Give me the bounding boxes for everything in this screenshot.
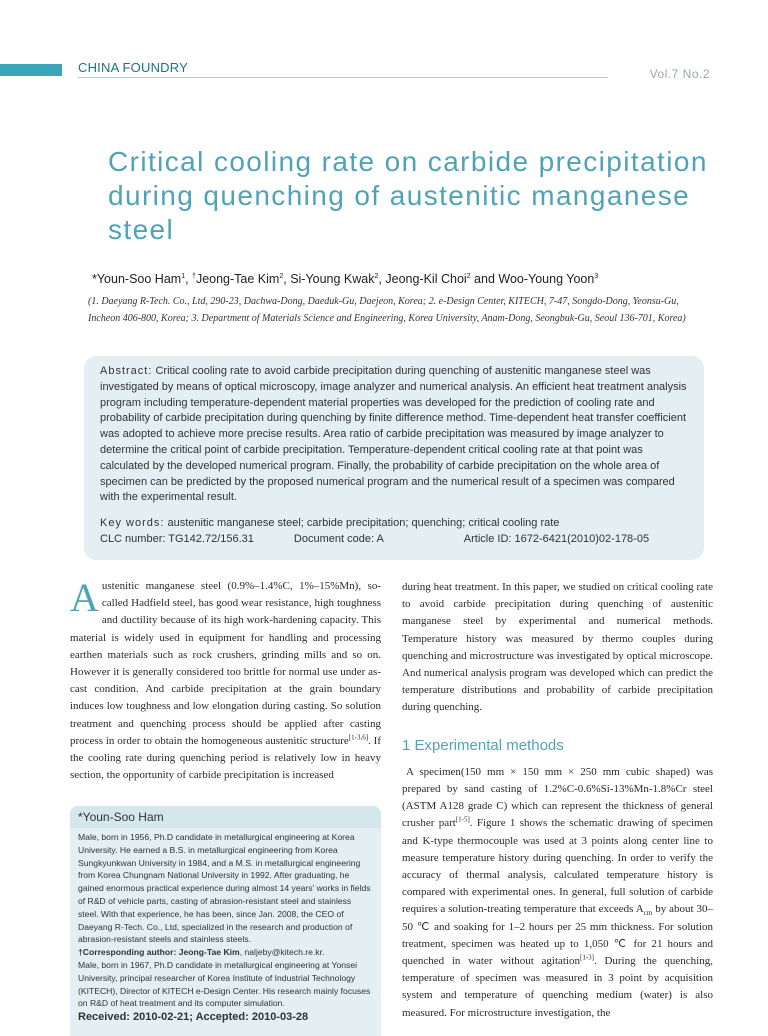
author-kim: Jeong-Tae Kim (195, 272, 280, 286)
author-choi: Jeong-Kil Choi (385, 272, 467, 286)
author-list: *Youn-Soo Ham$^1$, †Jeong-Tae Kim$^2$, Si-Young Kwak$^2$, Jeong-Kil Choi$^2$ and Woo-Young Yoon$^3$ (92, 272, 599, 286)
body-right-column (402, 579, 713, 1022)
corresponding-email: , naljeby@kitech.re.kr. (239, 947, 325, 958)
header-accent-bar (0, 64, 62, 76)
header-rule (78, 77, 608, 78)
author-kwak: Si-Young Kwak (290, 272, 375, 286)
section-heading-experimental: 1 Experimental methods (402, 736, 564, 754)
bio-ham: Male, born in 1956, Ph.D candidate in metallurgical engineering at Korea University. He earned a B.S. in metallurgical engineering from Korea Sungkyunkwan University in 1984, and a M.S. in metallurgical engineering from Korea Chungnam National University in 1992. After graduating, he gained enormous practical experience during almost 14 years' works in fields of R&D of vehicle parts, casting of abrasion-resistant steel and stainless steel. With that experience, he has been, since Jan. 2008, the CEO of Daeyang R-Tech. Co., Ltd, specialized in the research and production of abrasion-resistant steels and stainless steels. (78, 832, 371, 945)
body-left-column (70, 575, 382, 784)
clc-number: CLC number: TG142.72/156.31 (100, 532, 254, 545)
keywords-label: Key words: (100, 517, 165, 530)
article-id: Article ID: 1672-6421(2010)02-178-05 (463, 532, 650, 545)
document-code: Document code: A (293, 532, 384, 545)
intro-paragraph: Austenitic manganese steel (0.9%–1.4%C, 1%–15%Mn), so-called Hadfield steel, has good wear resistance, high toughness and ductility because of its high work-hardening capacity. This material is widely used in equipment for handling and processing earthen materials such as rock crushers, grinding mills and so on. However it is generally considered too brittle for normal use under as-cast condition. And carbide precipitation at the grain boundary induces low toughness and low elongation during casting. So solution treatment and quenching process should be applied after casting process in order to obtain the homogeneous austenitic structure[1-3,6]. If the cooling rate during quenching period is relatively low in heavy section, the opportunity of carbide precipitation is increased (70, 575, 382, 782)
author-ham: *Youn-Soo Ham (92, 272, 182, 286)
affiliations: (1. Daeyang R-Tech. Co., Ltd, 290-23, Dachwa-Dong, Daeduk-Gu, Daejeon, Korea; 2. e-Design Center, KITECH, 7-47, Songdo-Dong, Yeonsu-Gu, Incheon 406-800, Korea; 3. Department of Materials Science and Engineering, Korea University, Anam-Dong, Seongbuk-Gu, Seoul 136-701, Korea) (88, 296, 686, 324)
journal-name: CHINA FOUNDRY (78, 60, 188, 75)
bio-title: *Youn-Soo Ham (70, 806, 381, 828)
experimental-paragraph: A specimen(150 mm × 150 mm × 250 mm cubic shaped) was prepared by sand casting of 1.2%C-0.6%Si-13%Mn-1.8%Cr steel (ASTM A128 grade C) which can represent the thickness of general crusher part[1-5]. Figure 1 shows the schematic drawing of specimen and K-type thermocouple was used at 3 points along center line to measure temperature history during quenching. In order to verify the accuracy of thermal analysis, calculated temperature history is compared with experimental ones. In general, full solution of carbide requires a solution-treating temperature that exceeds $A_{cm}$ by about 30–50 ℃ and soaking for 1–2 hours per 25 mm thickness. For solution treatment, specimen was heated up to 1,050 ℃ for 21 hours and quenched in water without agitation[1-3]. During the quenching, temperature of specimen was measured in 3 point by acquisition system and temperature of quenching medium (water) is also measured. For microstructure investigation, the (402, 765, 713, 1019)
abstract-text: Abstract: Critical cooling rate to avoid carbide precipitation during quenching of austenitic manganese steel was investigated by means of optical microscopy, image analyzer and numerical analysis. An efficient heat treatment analysis program including temperature-dependent material properties was developed for the prediction of cooling rate and probability of carbide precipitation during quenching by finite difference method. Time-dependent heat transfer coefficient was adopted to achieve more precise results. Area ratio of carbide precipitation was measured by image analyzer to determine the critical point of carbide precipitation. Temperature-dependent critical cooling rate at that point was calculated by the developed numerical program. Finally, the probability of carbide precipitation on the whole area of specimen can be predicted by the proposed numerical program and the numerical result of a specimen was compared with the experimental result. (100, 365, 687, 504)
bio-body (70, 828, 381, 1024)
author-bio-box (70, 806, 381, 1036)
volume-number: Vol.7 No.2 (649, 67, 710, 81)
received-dates: Received: 2010-02-21; Accepted: 2010-03-28 (78, 1011, 309, 1024)
abstract-label: Abstract: (100, 365, 153, 377)
classification-line (100, 532, 688, 548)
corresponding-author: †Corresponding author: Jeong-Tae Kim, naljeby@kitech.re.kr. (78, 947, 325, 958)
keywords: Key words: austenitic manganese steel; carbide precipitation; quenching; critical cooling rate (100, 517, 560, 530)
bio-kim: Male, born in 1967, Ph.D candidate in metallurgical engineering at Yonsei University, principal researcher of Korea Institute of Industrial Technology (KITECH), Director of KITECH e-Design Center. His research mainly focuses on R&D of heat treatment and its computer simulation. (78, 959, 371, 1009)
article-title: Critical cooling rate on carbide precipitation during quenching of austenitic manganese steel (108, 146, 708, 245)
abstract-box (84, 356, 704, 560)
drop-cap: A (70, 575, 99, 620)
intro-continued: during heat treatment. In this paper, we studied on critical cooling rate to avoid carbide precipitation during quenching of austenitic manganese steel by experimental and numerical methods. Temperature history was measured by thermo couples during quenching and microstructure was investigated by optical microscope. And numerical analysis program was developed which can predict the temperature distributions and probability of carbide precipitation during quenching. (402, 581, 713, 714)
author-yoon: Woo-Young Yoon (498, 272, 595, 286)
